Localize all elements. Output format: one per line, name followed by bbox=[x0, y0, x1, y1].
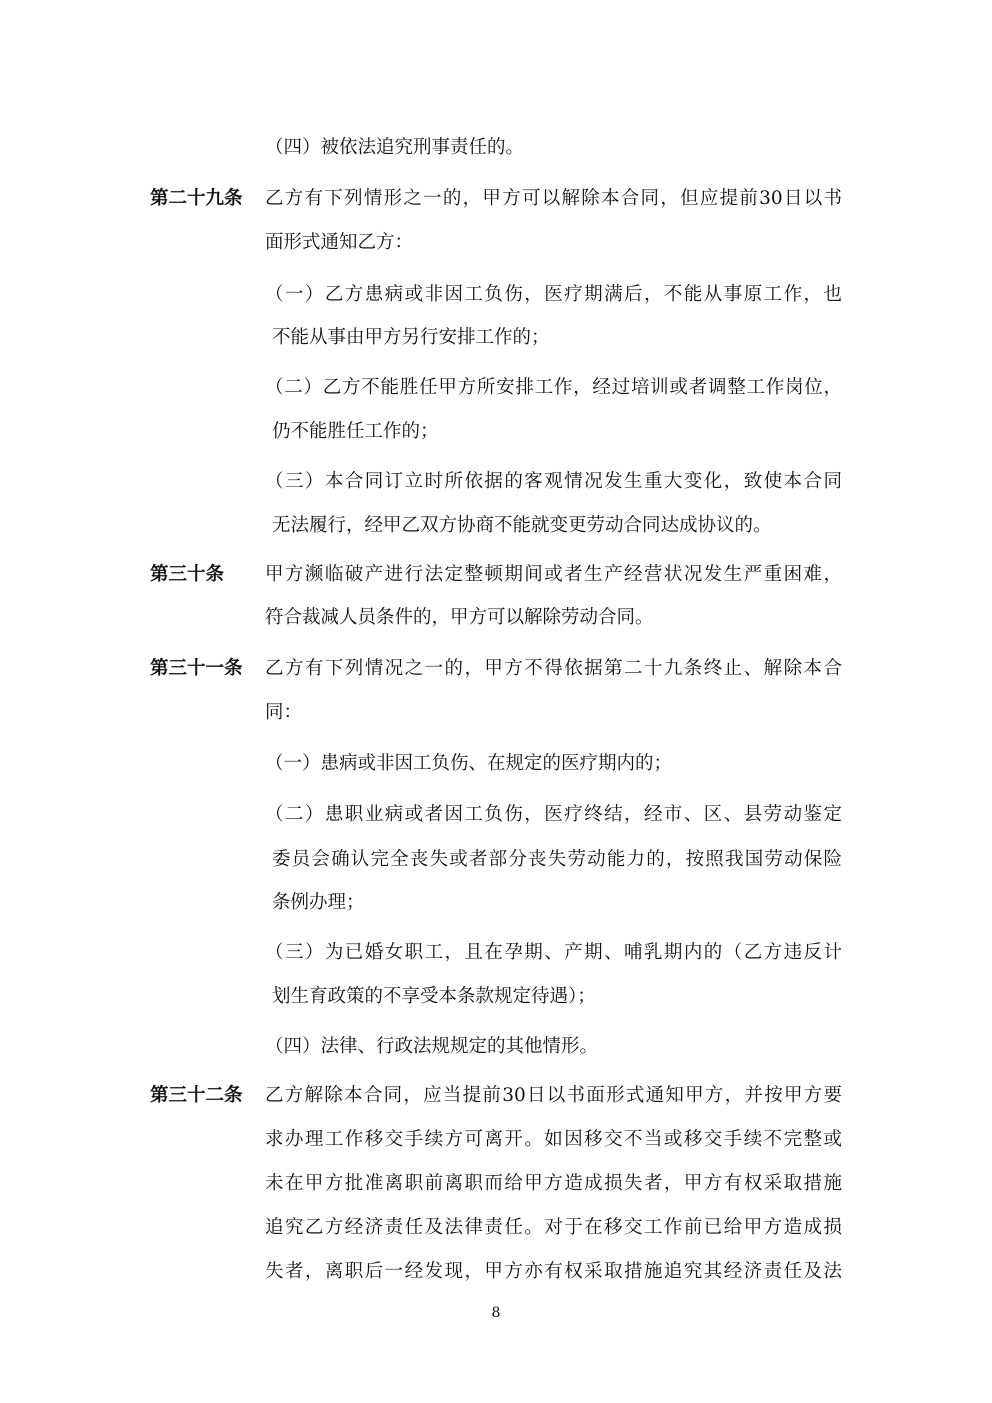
text-line: 乙方有下列情形之一的，甲方可以解除本合同，但应提前30日以书 bbox=[265, 188, 842, 209]
text-line: （四）法律、行政法规规定的其他情形。 bbox=[265, 1036, 599, 1057]
text-line: 不能从事由甲方另行安排工作的； bbox=[272, 327, 550, 348]
article-heading: 第三十一条 bbox=[150, 658, 243, 679]
text-line: 未在甲方批准离职前离职而给甲方造成损失者，甲方有权采取措施 bbox=[265, 1173, 842, 1194]
text-line: （一）患病或非因工负伤、在规定的医疗期内的； bbox=[265, 753, 673, 774]
text-line: 条例办理； bbox=[272, 892, 365, 913]
text-line: 甲方濒临破产进行法定整顿期间或者生产经营状况发生严重困难， bbox=[265, 564, 842, 585]
text-line: 委员会确认完全丧失或者部分丧失劳动能力的，按照我国劳动保险 bbox=[272, 849, 842, 870]
text-line: （四）被依法追究刑事责任的。 bbox=[265, 137, 525, 158]
text-line: （一）乙方患病或非因工负伤，医疗期满后，不能从事原工作，也 bbox=[265, 284, 842, 305]
text-line: （三）为已婚女职工，且在孕期、产期、哺乳期内的（乙方违反计 bbox=[265, 942, 842, 963]
text-line: 乙方有下列情况之一的，甲方不得依据第二十九条终止、解除本合 bbox=[265, 658, 842, 679]
text-line: 面形式通知乙方： bbox=[265, 232, 414, 253]
page-number: 8 bbox=[491, 1305, 501, 1321]
text-line: （二）乙方不能胜任甲方所安排工作，经过培训或者调整工作岗位， bbox=[265, 377, 842, 398]
text-line: 划生育政策的不享受本条款规定待遇）； bbox=[272, 986, 596, 1007]
text-line: 乙方解除本合同，应当提前30日以书面形式通知甲方，并按甲方要 bbox=[265, 1085, 842, 1106]
text-line: 同： bbox=[265, 702, 303, 723]
text-line: （二）患职业病或者因工负伤，医疗终结，经市、区、县劳动鉴定 bbox=[265, 804, 842, 825]
text-line: 仍不能胜任工作的； bbox=[272, 421, 439, 442]
article-heading: 第三十条 bbox=[150, 564, 225, 585]
text-line: 失者，离职后一经发现，甲方亦有权采取措施追究其经济责任及法 bbox=[265, 1261, 842, 1282]
article-heading: 第二十九条 bbox=[150, 188, 243, 209]
text-line: 追究乙方经济责任及法律责任。对于在移交工作前已给甲方造成损 bbox=[265, 1217, 842, 1238]
text-line: 无法履行，经甲乙双方协商不能就变更劳动合同达成协议的。 bbox=[272, 515, 772, 536]
article-heading: 第三十二条 bbox=[150, 1085, 243, 1106]
text-line: 符合裁减人员条件的，甲方可以解除劳动合同。 bbox=[265, 607, 654, 628]
text-line: （三）本合同订立时所依据的客观情况发生重大变化，致使本合同 bbox=[265, 471, 842, 492]
text-line: 求办理工作移交手续方可离开。如因移交不当或移交手续不完整或 bbox=[265, 1129, 842, 1150]
